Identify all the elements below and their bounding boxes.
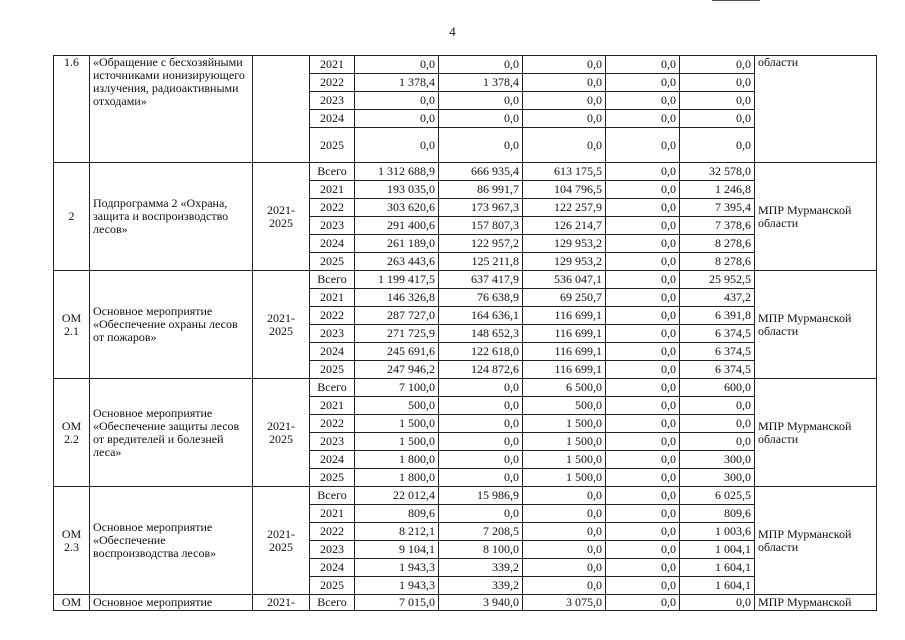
amount-cell: 0,0	[523, 74, 606, 92]
amount-cell: 637 417,9	[439, 271, 523, 289]
year-cell: Всего	[310, 271, 355, 289]
amount-cell: 1 003,6	[680, 523, 755, 541]
amount-cell: 1 500,0	[523, 433, 606, 451]
amount-cell: 6 500,0	[523, 379, 606, 397]
row-executor: МПР Мурманской области	[755, 163, 877, 271]
amount-cell: 1 500,0	[355, 415, 439, 433]
year-cell: 2023	[310, 92, 355, 110]
year-cell: 2023	[310, 217, 355, 235]
amount-cell: 0,0	[523, 92, 606, 110]
row-name: Основное мероприятие «Обеспечение охраны лесов от пожаров»	[90, 271, 253, 379]
amount-cell: 148 652,3	[439, 325, 523, 343]
amount-cell: 7 208,5	[439, 523, 523, 541]
amount-cell: 7 378,6	[680, 217, 755, 235]
amount-cell: 287 727,0	[355, 307, 439, 325]
amount-cell: 245 691,6	[355, 343, 439, 361]
row-period: 2021-	[253, 595, 310, 611]
amount-cell: 22 012,4	[355, 487, 439, 505]
amount-cell: 122 957,2	[439, 235, 523, 253]
amount-cell: 0,0	[606, 415, 680, 433]
amount-cell: 0,0	[439, 469, 523, 487]
row-index: 2	[54, 163, 90, 271]
row-executor: области	[755, 56, 877, 163]
row-index: 1.6	[54, 56, 90, 163]
row-name: «Обращение с бесхозяйными источниками ионизирующего излучения, радиоактивными отходами»	[90, 56, 253, 163]
year-cell: Всего	[310, 379, 355, 397]
amount-cell: 1 378,4	[439, 74, 523, 92]
amount-cell: 0,0	[523, 505, 606, 523]
amount-cell: 8 212,1	[355, 523, 439, 541]
amount-cell: 0,0	[680, 56, 755, 74]
amount-cell: 0,0	[606, 343, 680, 361]
corner-mark	[712, 0, 760, 2]
row-index: ОМ 2.3	[54, 487, 90, 595]
amount-cell: 116 699,1	[523, 361, 606, 379]
amount-cell: 0,0	[439, 415, 523, 433]
amount-cell: 6 025,5	[680, 487, 755, 505]
amount-cell: 0,0	[606, 307, 680, 325]
amount-cell: 500,0	[523, 397, 606, 415]
row-period: 2021-2025	[253, 379, 310, 487]
amount-cell: 6 374,5	[680, 325, 755, 343]
amount-cell: 1 500,0	[523, 451, 606, 469]
year-cell: 2025	[310, 253, 355, 271]
amount-cell: 125 211,8	[439, 253, 523, 271]
year-cell: 2024	[310, 110, 355, 128]
amount-cell: 126 214,7	[523, 217, 606, 235]
amount-cell: 0,0	[523, 523, 606, 541]
amount-cell: 263 443,6	[355, 253, 439, 271]
amount-cell: 0,0	[606, 271, 680, 289]
amount-cell: 0,0	[355, 56, 439, 74]
amount-cell: 0,0	[523, 577, 606, 595]
amount-cell: 0,0	[439, 397, 523, 415]
amount-cell: 300,0	[680, 469, 755, 487]
amount-cell: 104 796,5	[523, 181, 606, 199]
amount-cell: 1 246,8	[680, 181, 755, 199]
amount-cell: 7 100,0	[355, 379, 439, 397]
year-cell: 2023	[310, 433, 355, 451]
amount-cell: 9 104,1	[355, 541, 439, 559]
amount-cell: 0,0	[523, 541, 606, 559]
amount-cell: 0,0	[606, 451, 680, 469]
amount-cell: 8 100,0	[439, 541, 523, 559]
amount-cell: 0,0	[606, 128, 680, 163]
amount-cell: 6 374,5	[680, 361, 755, 379]
budget-table	[53, 55, 877, 611]
amount-cell: 157 807,3	[439, 217, 523, 235]
amount-cell: 1 004,1	[680, 541, 755, 559]
amount-cell: 1 604,1	[680, 577, 755, 595]
amount-cell: 7 395,4	[680, 199, 755, 217]
year-cell: 2024	[310, 451, 355, 469]
table-row	[54, 595, 877, 611]
amount-cell: 86 991,7	[439, 181, 523, 199]
row-executor: МПР Мурманской области	[755, 271, 877, 379]
amount-cell: 0,0	[606, 181, 680, 199]
amount-cell: 0,0	[439, 128, 523, 163]
amount-cell: 0,0	[606, 505, 680, 523]
year-cell: 2021	[310, 505, 355, 523]
amount-cell: 0,0	[606, 325, 680, 343]
year-cell: 2022	[310, 415, 355, 433]
amount-cell: 0,0	[606, 469, 680, 487]
amount-cell: 6 391,8	[680, 307, 755, 325]
amount-cell: 32 578,0	[680, 163, 755, 181]
amount-cell: 0,0	[439, 92, 523, 110]
year-cell: 2023	[310, 325, 355, 343]
row-executor: МПР Мурманской области	[755, 379, 877, 487]
amount-cell: 0,0	[606, 163, 680, 181]
amount-cell: 0,0	[606, 379, 680, 397]
amount-cell: 1 800,0	[355, 469, 439, 487]
amount-cell: 146 326,8	[355, 289, 439, 307]
year-cell: 2024	[310, 559, 355, 577]
amount-cell: 303 620,6	[355, 199, 439, 217]
amount-cell: 613 175,5	[523, 163, 606, 181]
amount-cell: 1 500,0	[355, 433, 439, 451]
amount-cell: 0,0	[606, 487, 680, 505]
amount-cell: 1 500,0	[523, 469, 606, 487]
year-cell: 2021	[310, 56, 355, 74]
amount-cell: 339,2	[439, 559, 523, 577]
amount-cell: 0,0	[606, 433, 680, 451]
year-cell: 2022	[310, 523, 355, 541]
amount-cell: 8 278,6	[680, 235, 755, 253]
row-name: Основное мероприятие «Обеспечение воспроизводства лесов»	[90, 487, 253, 595]
year-cell: Всего	[310, 163, 355, 181]
amount-cell: 124 872,6	[439, 361, 523, 379]
amount-cell: 69 250,7	[523, 289, 606, 307]
amount-cell: 0,0	[439, 451, 523, 469]
amount-cell: 0,0	[523, 110, 606, 128]
amount-cell: 0,0	[606, 577, 680, 595]
amount-cell: 0,0	[680, 415, 755, 433]
amount-cell: 0,0	[523, 559, 606, 577]
amount-cell: 271 725,9	[355, 325, 439, 343]
year-cell: 2021	[310, 289, 355, 307]
year-cell: 2025	[310, 469, 355, 487]
amount-cell: 116 699,1	[523, 325, 606, 343]
amount-cell: 193 035,0	[355, 181, 439, 199]
year-cell: 2024	[310, 235, 355, 253]
amount-cell: 809,6	[680, 505, 755, 523]
amount-cell: 339,2	[439, 577, 523, 595]
year-cell: 2023	[310, 541, 355, 559]
row-period	[253, 56, 310, 163]
amount-cell: 0,0	[523, 487, 606, 505]
table-row	[54, 163, 877, 181]
year-cell: 2024	[310, 343, 355, 361]
year-cell: 2022	[310, 74, 355, 92]
amount-cell: 261 189,0	[355, 235, 439, 253]
row-executor: МПР Мурманской области	[755, 487, 877, 595]
row-name: Основное мероприятие	[90, 595, 253, 611]
amount-cell: 666 935,4	[439, 163, 523, 181]
row-index: ОМ	[54, 595, 90, 611]
amount-cell: 1 800,0	[355, 451, 439, 469]
amount-cell: 0,0	[606, 217, 680, 235]
amount-cell: 8 278,6	[680, 253, 755, 271]
row-index: ОМ 2.1	[54, 271, 90, 379]
amount-cell: 0,0	[606, 397, 680, 415]
amount-cell: 0,0	[606, 541, 680, 559]
amount-cell: 0,0	[523, 128, 606, 163]
year-cell: 2025	[310, 577, 355, 595]
amount-cell: 0,0	[606, 110, 680, 128]
row-period: 2021-2025	[253, 163, 310, 271]
amount-cell: 0,0	[606, 253, 680, 271]
amount-cell: 0,0	[680, 595, 755, 611]
amount-cell: 0,0	[606, 595, 680, 611]
amount-cell: 116 699,1	[523, 307, 606, 325]
amount-cell: 122 257,9	[523, 199, 606, 217]
year-cell: 2021	[310, 181, 355, 199]
amount-cell: 0,0	[680, 92, 755, 110]
amount-cell: 437,2	[680, 289, 755, 307]
amount-cell: 809,6	[355, 505, 439, 523]
amount-cell: 122 618,0	[439, 343, 523, 361]
amount-cell: 129 953,2	[523, 253, 606, 271]
amount-cell: 76 638,9	[439, 289, 523, 307]
amount-cell: 1 604,1	[680, 559, 755, 577]
amount-cell: 0,0	[355, 128, 439, 163]
year-cell: 2022	[310, 199, 355, 217]
amount-cell: 3 940,0	[439, 595, 523, 611]
amount-cell: 0,0	[606, 235, 680, 253]
amount-cell: 300,0	[680, 451, 755, 469]
amount-cell: 7 015,0	[355, 595, 439, 611]
amount-cell: 0,0	[606, 361, 680, 379]
amount-cell: 0,0	[606, 56, 680, 74]
amount-cell: 6 374,5	[680, 343, 755, 361]
amount-cell: 173 967,3	[439, 199, 523, 217]
amount-cell: 1 943,3	[355, 577, 439, 595]
amount-cell: 0,0	[523, 56, 606, 74]
table-row	[54, 56, 877, 74]
amount-cell: 536 047,1	[523, 271, 606, 289]
amount-cell: 0,0	[680, 74, 755, 92]
amount-cell: 0,0	[439, 505, 523, 523]
amount-cell: 1 500,0	[523, 415, 606, 433]
amount-cell: 129 953,2	[523, 235, 606, 253]
amount-cell: 0,0	[439, 379, 523, 397]
row-executor: МПР Мурманской	[755, 595, 877, 611]
table-row	[54, 487, 877, 505]
amount-cell: 0,0	[680, 433, 755, 451]
amount-cell: 0,0	[606, 289, 680, 307]
amount-cell: 0,0	[355, 92, 439, 110]
amount-cell: 0,0	[439, 110, 523, 128]
year-cell: 2025	[310, 361, 355, 379]
year-cell: Всего	[310, 487, 355, 505]
amount-cell: 0,0	[606, 523, 680, 541]
amount-cell: 0,0	[606, 559, 680, 577]
row-period: 2021-2025	[253, 487, 310, 595]
amount-cell: 15 986,9	[439, 487, 523, 505]
amount-cell: 500,0	[355, 397, 439, 415]
amount-cell: 0,0	[606, 74, 680, 92]
amount-cell: 1 378,4	[355, 74, 439, 92]
amount-cell: 0,0	[606, 92, 680, 110]
year-cell: 2025	[310, 128, 355, 163]
row-name: Основное мероприятие «Обеспечение защиты лесов от вредителей и болезней леса»	[90, 379, 253, 487]
amount-cell: 0,0	[680, 397, 755, 415]
amount-cell: 1 943,3	[355, 559, 439, 577]
amount-cell: 0,0	[680, 110, 755, 128]
row-index: ОМ 2.2	[54, 379, 90, 487]
year-cell: Всего	[310, 595, 355, 611]
amount-cell: 0,0	[606, 199, 680, 217]
amount-cell: 116 699,1	[523, 343, 606, 361]
amount-cell: 291 400,6	[355, 217, 439, 235]
amount-cell: 1 312 688,9	[355, 163, 439, 181]
amount-cell: 25 952,5	[680, 271, 755, 289]
amount-cell: 3 075,0	[523, 595, 606, 611]
table-body	[54, 56, 877, 611]
row-period: 2021-2025	[253, 271, 310, 379]
amount-cell: 247 946,2	[355, 361, 439, 379]
amount-cell: 1 199 417,5	[355, 271, 439, 289]
amount-cell: 0,0	[355, 110, 439, 128]
table-row	[54, 379, 877, 397]
amount-cell: 0,0	[439, 56, 523, 74]
year-cell: 2021	[310, 397, 355, 415]
row-name: Подпрограмма 2 «Охрана, защита и воспроизводство лесов»	[90, 163, 253, 271]
year-cell: 2022	[310, 307, 355, 325]
amount-cell: 0,0	[680, 128, 755, 163]
amount-cell: 164 636,1	[439, 307, 523, 325]
page-number: 4	[449, 24, 456, 39]
amount-cell: 0,0	[439, 433, 523, 451]
table-row	[54, 271, 877, 289]
amount-cell: 600,0	[680, 379, 755, 397]
